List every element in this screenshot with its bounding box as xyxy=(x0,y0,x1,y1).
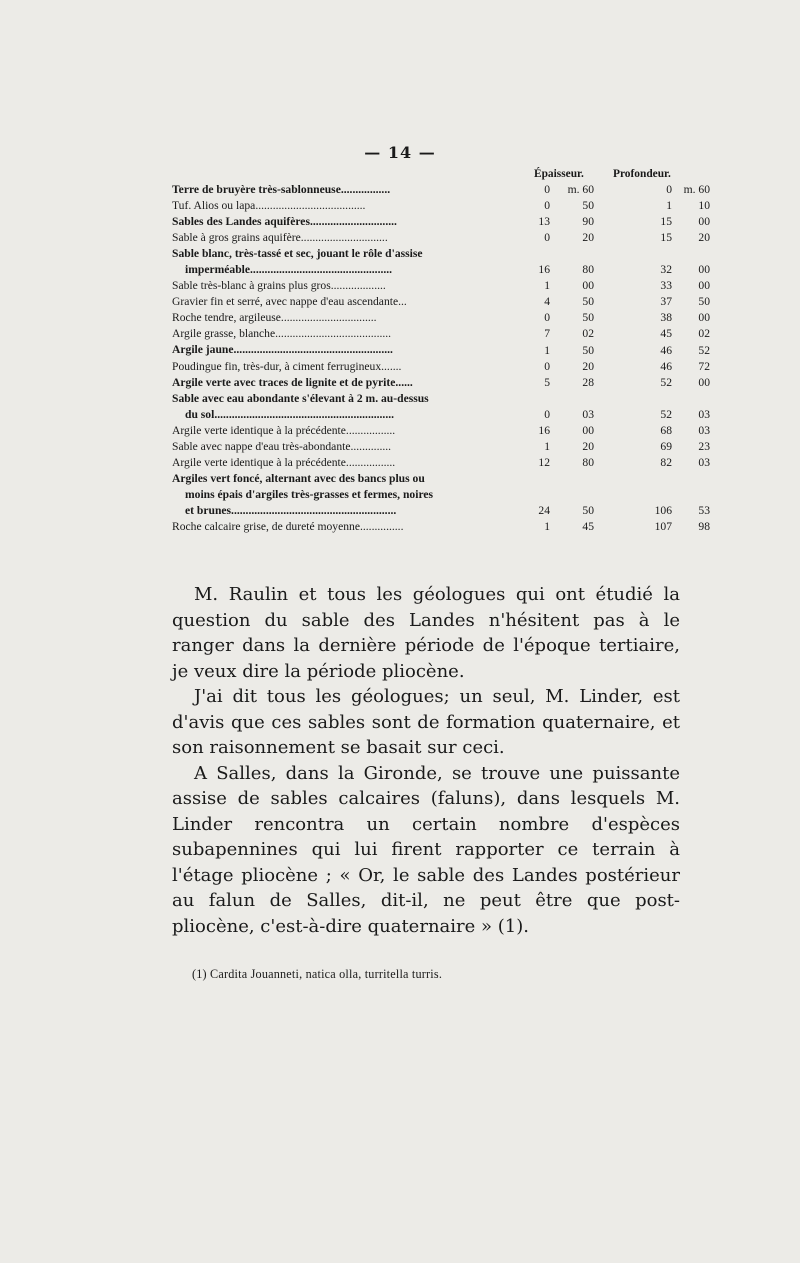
depth-fraction: 00 xyxy=(698,279,710,293)
stratum-label-line: Argile verte avec traces de lignite et de pyrite...... xyxy=(172,375,413,389)
depth-fraction: 50 xyxy=(698,295,710,309)
thickness-whole: 16 xyxy=(538,263,550,277)
thickness-fraction: 28 xyxy=(582,375,594,389)
thickness-fraction: m. 60 xyxy=(567,183,594,197)
depth-whole: 1 xyxy=(666,199,672,213)
table-row xyxy=(172,359,710,375)
stratum-label-line: Argiles vert foncé, alternant avec des bancs plus ou xyxy=(172,471,425,485)
thickness-fraction: 20 xyxy=(582,231,594,245)
thickness-fraction: 50 xyxy=(582,295,594,309)
depth-fraction: 03 xyxy=(698,423,710,437)
stratum-label-line: Roche tendre, argileuse................................. xyxy=(172,311,377,325)
thickness-fraction: 00 xyxy=(582,279,594,293)
depth-fraction: 00 xyxy=(698,215,710,229)
stratum-label-line: Poudingue fin, très-dur, à ciment ferrugineux....... xyxy=(172,359,402,373)
thickness-whole: 1 xyxy=(544,279,550,293)
depth-whole: 32 xyxy=(660,263,672,277)
stratum-label xyxy=(172,198,512,214)
stratum-label-line: Argile grasse, blanche........................................ xyxy=(172,327,392,341)
thickness-whole: 5 xyxy=(544,375,550,389)
depth-fraction: 03 xyxy=(698,455,710,469)
stratum-label-line: Sables des Landes aquifères.............................. xyxy=(172,215,397,229)
thickness-whole: 1 xyxy=(544,439,550,453)
depth-fraction: 00 xyxy=(698,311,710,325)
table-row xyxy=(172,342,710,358)
stratum-label-line: Tuf. Alios ou lapa...................................... xyxy=(172,199,366,213)
thickness-fraction: 90 xyxy=(582,215,594,229)
stratum-label-line: Argile jaune....................................................... xyxy=(172,343,393,357)
stratum-label xyxy=(172,519,512,535)
thickness-fraction: 03 xyxy=(582,407,594,421)
depth-whole: 107 xyxy=(654,520,672,534)
stratum-label-line: Terre de bruyère très-sablonneuse................. xyxy=(172,183,391,196)
depth-fraction: 10 xyxy=(698,199,710,213)
table-row xyxy=(172,391,710,423)
thickness-fraction: 45 xyxy=(582,520,594,534)
stratum-label xyxy=(172,359,512,375)
stratum-label xyxy=(172,471,512,519)
stratum-label xyxy=(172,278,512,294)
depth-whole: 37 xyxy=(660,295,672,309)
stratum-label xyxy=(172,375,512,391)
thickness-whole: 7 xyxy=(544,327,550,341)
stratum-label-line: Sable avec eau abondante s'élevant à 2 m. au-dessus xyxy=(172,391,429,405)
stratum-label-line: et brunes......................................................... xyxy=(185,503,397,517)
thickness-fraction: 80 xyxy=(582,263,594,277)
thickness-whole: 0 xyxy=(544,199,550,213)
thickness-whole: 12 xyxy=(538,455,550,469)
depth-whole: 82 xyxy=(660,455,672,469)
thickness-header: Épaisseur. xyxy=(534,168,584,180)
depth-fraction: 98 xyxy=(698,520,710,534)
stratum-label xyxy=(172,391,512,423)
depth-whole: 52 xyxy=(660,375,672,389)
depth-whole: 69 xyxy=(660,439,672,453)
depth-whole: 38 xyxy=(660,311,672,325)
thickness-fraction: 80 xyxy=(582,455,594,469)
thickness-fraction: 02 xyxy=(582,327,594,341)
table-row xyxy=(172,198,710,214)
stratum-label-line: Roche calcaire grise, de dureté moyenne............... xyxy=(172,519,404,533)
depth-fraction: m. 60 xyxy=(683,183,710,197)
stratum-label xyxy=(172,310,512,326)
thickness-whole: 0 xyxy=(544,231,550,245)
thickness-whole: 1 xyxy=(544,520,550,534)
strata-table xyxy=(172,163,710,535)
stratum-label xyxy=(172,439,512,455)
thickness-fraction: 20 xyxy=(582,439,594,453)
page-number: — 14 — xyxy=(364,143,436,162)
stratum-label-line: du sol.............................................................. xyxy=(185,407,395,421)
stratum-label xyxy=(172,230,512,246)
table-row xyxy=(172,423,710,439)
depth-fraction: 72 xyxy=(698,359,710,373)
table-row xyxy=(172,294,710,310)
thickness-whole: 0 xyxy=(544,311,550,325)
depth-whole: 0 xyxy=(666,183,672,197)
table-row xyxy=(172,310,710,326)
thickness-fraction: 20 xyxy=(582,359,594,373)
thickness-whole: 0 xyxy=(544,407,550,421)
depth-fraction: 20 xyxy=(698,231,710,245)
table-row xyxy=(172,214,710,230)
thickness-whole: 1 xyxy=(544,343,550,357)
depth-whole: 52 xyxy=(660,407,672,421)
footnote: (1) Cardita Jouanneti, natica olla, turritella turris. xyxy=(192,967,443,981)
table-row xyxy=(172,278,710,294)
stratum-label-line: Sable à gros grains aquifère.............................. xyxy=(172,231,388,245)
thickness-whole: 13 xyxy=(538,215,550,229)
stratum-label xyxy=(172,342,512,358)
depth-fraction: 53 xyxy=(698,503,710,517)
table-row xyxy=(172,230,710,246)
table-row xyxy=(172,326,710,342)
table-row xyxy=(172,439,710,455)
depth-whole: 46 xyxy=(660,359,672,373)
paragraph: J'ai dit tous les géologues; un seul, M. Linder, est d'avis que ces sables sont de formation quaternaire, et son raisonnement se basait sur ceci. xyxy=(172,686,680,758)
table-row xyxy=(172,455,710,471)
stratum-label-line: imperméable................................................. xyxy=(185,263,393,277)
stratum-label-line: Argile verte identique à la précédente................. xyxy=(172,423,396,437)
stratum-label-line: Sable blanc, très-tassé et sec, jouant le rôle d'assise xyxy=(172,247,423,261)
stratum-label-line: Sable avec nappe d'eau très-abondante.............. xyxy=(172,439,392,453)
depth-fraction: 00 xyxy=(698,375,710,389)
depth-whole: 33 xyxy=(660,279,672,293)
thickness-whole: 0 xyxy=(544,183,550,197)
thickness-fraction: 50 xyxy=(582,311,594,325)
paragraph: M. Raulin et tous les géologues qui ont étudié la question du sable des Landes n'hésitent pas à le ranger dans la dernière période de l'époque tertiaire, je veux dire la période pliocène. xyxy=(172,584,680,682)
depth-whole: 15 xyxy=(660,215,672,229)
stratum-label xyxy=(172,246,512,278)
table-row xyxy=(172,182,710,198)
thickness-whole: 4 xyxy=(544,295,550,309)
thickness-whole: 16 xyxy=(538,423,550,437)
depth-fraction: 00 xyxy=(698,263,710,277)
depth-whole: 68 xyxy=(660,423,672,437)
stratum-label xyxy=(172,294,512,310)
depth-fraction: 52 xyxy=(698,343,710,357)
stratum-label-line: Sable très-blanc à grains plus gros................... xyxy=(172,279,386,293)
thickness-whole: 24 xyxy=(538,503,550,517)
thickness-fraction: 00 xyxy=(582,423,594,437)
table-row xyxy=(172,519,710,535)
thickness-fraction: 50 xyxy=(582,199,594,213)
depth-whole: 15 xyxy=(660,231,672,245)
stratum-label-line: moins épais d'argiles très-grasses et fermes, noires xyxy=(185,487,434,501)
depth-fraction: 23 xyxy=(698,439,710,453)
stratum-label xyxy=(172,182,512,198)
table-row xyxy=(172,375,710,391)
thickness-whole: 0 xyxy=(544,359,550,373)
table-header xyxy=(172,163,684,182)
body-text xyxy=(172,582,680,939)
depth-fraction: 03 xyxy=(698,407,710,421)
table-row xyxy=(172,471,710,519)
depth-whole: 46 xyxy=(660,343,672,357)
thickness-fraction: 50 xyxy=(582,503,594,517)
table-row xyxy=(172,246,710,278)
stratum-label-line: Gravier fin et serré, avec nappe d'eau ascendante... xyxy=(172,295,407,309)
depth-fraction: 02 xyxy=(698,327,710,341)
stratum-label xyxy=(172,214,512,230)
stratum-label xyxy=(172,423,512,439)
paragraph: A Salles, dans la Gironde, se trouve une puissante assise de sables calcaires (faluns), dans lesquels M. Linder rencontra un certain nombre d'espèces subapennines qui lui firent rapporter ce terrain à l'étage pliocène ; « Or, le sable des Landes postérieur au falun de Salles, dit-il, ne peut être que post-pliocène, c'est-à-dire quaternaire » (1). xyxy=(172,762,680,937)
depth-whole: 106 xyxy=(654,503,672,517)
stratum-label xyxy=(172,326,512,342)
stratum-label-line: Argile verte identique à la précédente................. xyxy=(172,455,396,469)
thickness-fraction: 50 xyxy=(582,343,594,357)
stratum-label xyxy=(172,455,512,471)
depth-header: Profondeur. xyxy=(613,168,671,180)
depth-whole: 45 xyxy=(660,327,672,341)
